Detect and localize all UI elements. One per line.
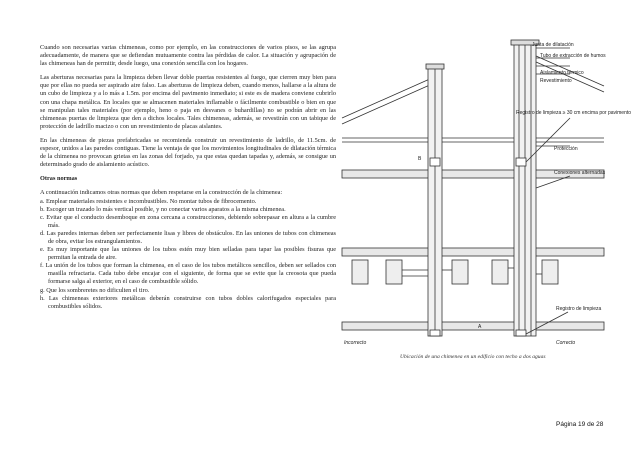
list-item: h. Las chimeneas exteriores metálicas deberán construirse con tubos dobles calorifugados especiales para combustibles sólidos. [40, 294, 336, 310]
list-item: b. Escoger un trazado lo más vertical posible, y no conectar varios aparatos a la misma chimenea. [40, 205, 286, 213]
label-aislamiento: Aislamiento térmico [540, 70, 584, 76]
list-item: d. Las paredes internas deben ser perfectamente lisas y libres de obstáculos. En las uniones de tubos con chimeneas de obra, evitar los estrangulamientos. [40, 229, 336, 245]
paragraph: En las chimeneas de piezas prefabricadas se recomienda construir un revestimiento de ladrillo, de 11.5cm. de espesor, unidos a las paredes contiguas. Tiene la ventaja de que los movimientos longitudinales de dilatación térmica de la chimenea no provocan grietas en las zonas del forjado, ya que estas quedan tapadas y, además, se consigue un determinado grado de aislamiento acústico. [40, 136, 336, 169]
label-revestimiento: Revestimiento [540, 78, 572, 84]
paragraph: Cuando son necesarias varias chimeneas, como por ejemplo, en las construcciones de varios pisos, se las agrupa adecuadamente, de manera que se defiendan mutuamente contra las pérdidas de calor. La situación y agrupación de las chimeneas han de permitir, desde luego, una conexión sencilla con los hogares. [40, 44, 336, 68]
section-title: Otras normas [40, 175, 78, 183]
list-item: f. La unión de los tubos que forman la chimenea, en el caso de los tubos metálicos sencillos, deben ser sellados con masilla refractaria. Cada tubo debe encajar con el siguiente, de forma que se evite que la creosota que pueda formarse salga al exterior, en el caso de combustible sólido. [40, 262, 336, 286]
label-cota-b: B [418, 156, 422, 162]
figure-caption: Ubicación de una chimenea en un edificio con techo a dos aguas [400, 354, 546, 360]
list-item: c. Evitar que el conducto desemboque en zona cercana a construcciones, debiendo sobrepasar en altura a la cumbre más. [40, 213, 336, 229]
label-correcto: Correcto [556, 340, 576, 346]
paragraph: Las aberturas necesarias para la limpieza deben llevar doble puertas resistentes al fuego, que cierren muy bien para que por ellas no pueda ser aspirado aire falso. Las aberturas de limpieza deben, cuando menos, hallarse a la altura de un cubo de limpieza y a lo más a 1.5m. por encima del pavimento inmediato; si este es de madera conviene cubrirlo con una chapa metálica. En locales que se almacenen materiales inflamable o fácilmente combustible o bien en que se manipulan tales materiales (por ejemplo, heno o paja en desvanes o buhardillas) no se podrán abrir en las chimeneas puertas de limpieza que den a dichos locales. Tales chimeneas, además, se revestirán con un tabique de protección de ladrillo macizo o con un revestimiento de placas aislantes. [40, 74, 336, 130]
label-proteccion: Protección [554, 146, 578, 152]
label-junta: Junta de dilatación [532, 42, 574, 48]
list-item: e. Es muy importante que las uniones de los tubos estén muy bien selladas para tapar las posibles fisuras que permitan la entrada de aire. [40, 246, 336, 262]
label-tubo: Tubo de extracción de humos [540, 53, 606, 59]
label-conexiones: Conexiones alternadas [554, 170, 606, 176]
list-item: a. Emplear materiales resistentes e incombustibles. No montar tubos de fibrocemento. [40, 197, 257, 205]
label-cota-a: A [478, 324, 482, 330]
section-intro: A continuación indicamos otras normas que deben respetarse en la construcción de la chimenea: [40, 189, 283, 197]
rules-list [40, 198, 336, 311]
label-registro-alto: Registro de limpieza ≥ 30 cm encima por pavimento [516, 110, 632, 116]
label-incorrecto: Incorrecto [344, 340, 367, 346]
page-number: Página 19 de 28 [556, 421, 604, 428]
text-column [40, 44, 336, 311]
label-registro-bajo: Registro de limpieza [556, 306, 602, 312]
chimney-section-diagram [342, 38, 632, 368]
list-item: g. Que los sombreretes no dificulten el tiro. [40, 286, 150, 294]
